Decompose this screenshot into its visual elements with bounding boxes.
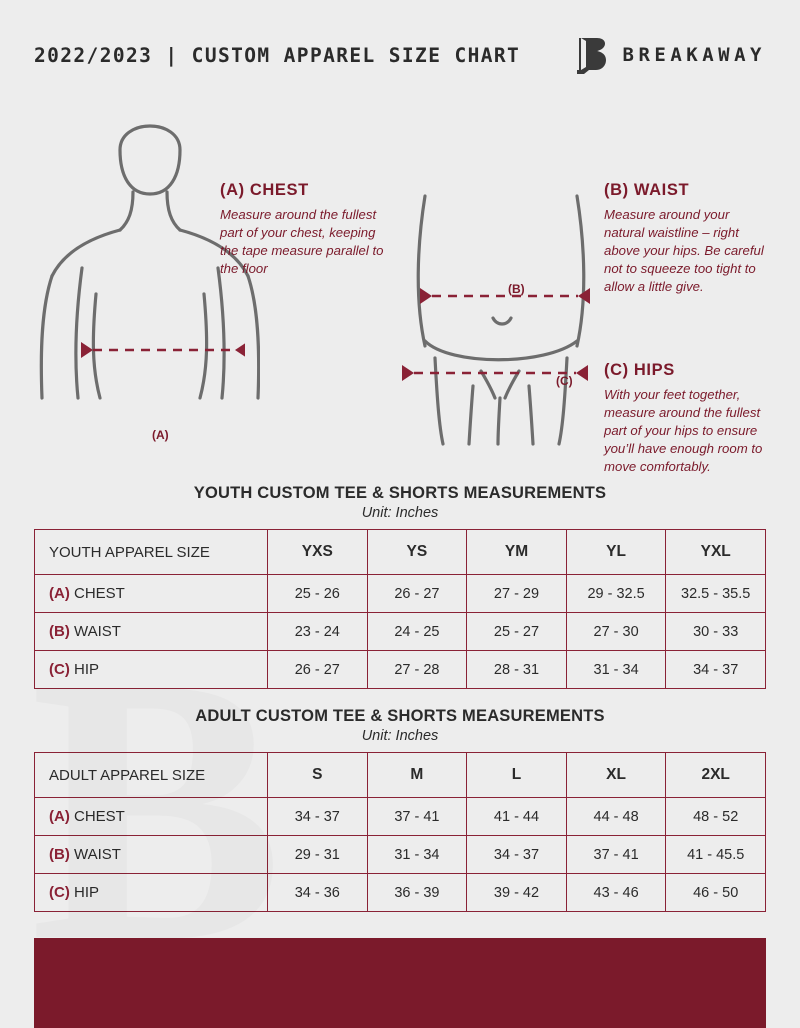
footer-band bbox=[34, 938, 766, 1028]
cell: 31 - 34 bbox=[566, 651, 666, 689]
adult-col-l: L bbox=[467, 753, 567, 798]
cell: 29 - 31 bbox=[268, 836, 368, 874]
cell: 30 - 33 bbox=[666, 613, 766, 651]
chest-tag: (A) bbox=[49, 585, 70, 602]
cell: 34 - 37 bbox=[666, 651, 766, 689]
cell: 26 - 27 bbox=[367, 575, 467, 613]
page-title: 2022/2023 | CUSTOM APPAREL SIZE CHART bbox=[34, 43, 521, 67]
adult-row-hip-label bbox=[35, 874, 268, 912]
waist-measure-line bbox=[418, 281, 593, 311]
youth-col-yxl: YXL bbox=[666, 530, 766, 575]
youth-col-yl: YL bbox=[566, 530, 666, 575]
cell: 46 - 50 bbox=[666, 874, 766, 912]
cell: 34 - 37 bbox=[467, 836, 567, 874]
hip-tag: (C) bbox=[49, 884, 70, 901]
cell: 27 - 30 bbox=[566, 613, 666, 651]
callout-waist bbox=[604, 181, 772, 296]
adult-row-chest-label bbox=[35, 798, 268, 836]
cell: 25 - 27 bbox=[467, 613, 567, 651]
cell: 37 - 41 bbox=[367, 798, 467, 836]
table-row bbox=[35, 874, 766, 912]
brand-lockup bbox=[575, 36, 766, 74]
youth-row-header: YOUTH APPAREL SIZE bbox=[35, 530, 268, 575]
youth-col-ym: YM bbox=[467, 530, 567, 575]
cell: 34 - 36 bbox=[268, 874, 368, 912]
cell: 48 - 52 bbox=[666, 798, 766, 836]
waist-tag: (B) bbox=[49, 623, 70, 640]
callout-chest-text: Measure around the fullest part of your chest, keeping the tape measure parallel to the floor bbox=[220, 207, 384, 276]
youth-col-yxs: YXS bbox=[268, 530, 368, 575]
measurement-diagram bbox=[0, 86, 800, 474]
chest-label: CHEST bbox=[74, 808, 125, 825]
waist-tag: (B) bbox=[49, 846, 70, 863]
youth-row-chest-label bbox=[35, 575, 268, 613]
chest-measure-line bbox=[75, 314, 245, 374]
callout-chest bbox=[220, 181, 395, 278]
cell: 36 - 39 bbox=[367, 874, 467, 912]
hip-label: HIP bbox=[74, 884, 100, 901]
cell: 32.5 - 35.5 bbox=[666, 575, 766, 613]
hip-label: HIP bbox=[74, 661, 100, 678]
adult-col-m: M bbox=[367, 753, 467, 798]
waist-label: WAIST bbox=[74, 846, 121, 863]
adult-row-header: ADULT APPAREL SIZE bbox=[35, 753, 268, 798]
callout-hips-text: With your feet together, measure around the fullest part of your hips to ensure you’ll have enough room to move comfortably. bbox=[604, 387, 763, 474]
table-row bbox=[35, 575, 766, 613]
lower-body-illustration bbox=[395, 86, 610, 446]
cell: 39 - 42 bbox=[467, 874, 567, 912]
adult-row-waist-label bbox=[35, 836, 268, 874]
cell: 34 - 37 bbox=[268, 798, 368, 836]
cell: 41 - 45.5 bbox=[666, 836, 766, 874]
cell: 29 - 32.5 bbox=[566, 575, 666, 613]
youth-table-unit: Unit: Inches bbox=[361, 505, 439, 521]
chest-label: CHEST bbox=[74, 585, 125, 602]
adult-size-table bbox=[34, 752, 766, 912]
adult-table-title: ADULT CUSTOM TEE & SHORTS MEASUREMENTS bbox=[195, 707, 605, 725]
callout-hips-title: (C) HIPS bbox=[604, 361, 675, 379]
table-header-row bbox=[35, 530, 766, 575]
callout-chest-title: (A) CHEST bbox=[220, 181, 309, 199]
callout-waist-title: (B) WAIST bbox=[604, 181, 690, 199]
callout-waist-text: Measure around your natural waistline – right above your hips. Be careful not to squeeze too tight to allow a little give. bbox=[604, 207, 764, 294]
cell: 24 - 25 bbox=[367, 613, 467, 651]
cell: 37 - 41 bbox=[566, 836, 666, 874]
hip-tag: (C) bbox=[49, 661, 70, 678]
chest-marker-label: (A) bbox=[152, 428, 169, 442]
cell: 28 - 31 bbox=[467, 651, 567, 689]
youth-row-hip-label bbox=[35, 651, 268, 689]
table-header-row bbox=[35, 753, 766, 798]
youth-row-waist-label bbox=[35, 613, 268, 651]
cell: 44 - 48 bbox=[566, 798, 666, 836]
cell: 31 - 34 bbox=[367, 836, 467, 874]
waist-marker-label: (B) bbox=[508, 282, 525, 296]
chest-tag: (A) bbox=[49, 808, 70, 825]
cell: 26 - 27 bbox=[268, 651, 368, 689]
youth-table-title: YOUTH CUSTOM TEE & SHORTS MEASUREMENTS bbox=[193, 484, 607, 502]
cell: 23 - 24 bbox=[268, 613, 368, 651]
table-row bbox=[35, 613, 766, 651]
table-row bbox=[35, 798, 766, 836]
table-row bbox=[35, 836, 766, 874]
cell: 27 - 28 bbox=[367, 651, 467, 689]
adult-section bbox=[34, 707, 766, 912]
hips-marker-label: (C) bbox=[556, 374, 573, 388]
waist-label: WAIST bbox=[74, 623, 121, 640]
cell: 27 - 29 bbox=[467, 575, 567, 613]
adult-col-xl: XL bbox=[566, 753, 666, 798]
cell: 41 - 44 bbox=[467, 798, 567, 836]
youth-size-table bbox=[34, 529, 766, 689]
brand-name: BREAKAWAY bbox=[622, 44, 766, 66]
callout-hips bbox=[604, 361, 772, 476]
table-row bbox=[35, 651, 766, 689]
youth-col-ys: YS bbox=[367, 530, 467, 575]
adult-col-s: S bbox=[268, 753, 368, 798]
cell: 25 - 26 bbox=[268, 575, 368, 613]
youth-section bbox=[34, 484, 766, 689]
breakaway-b-logo-icon bbox=[575, 36, 609, 74]
adult-col-2xl: 2XL bbox=[666, 753, 766, 798]
cell: 43 - 46 bbox=[566, 874, 666, 912]
page-header bbox=[0, 0, 800, 74]
adult-table-unit: Unit: Inches bbox=[361, 728, 439, 744]
